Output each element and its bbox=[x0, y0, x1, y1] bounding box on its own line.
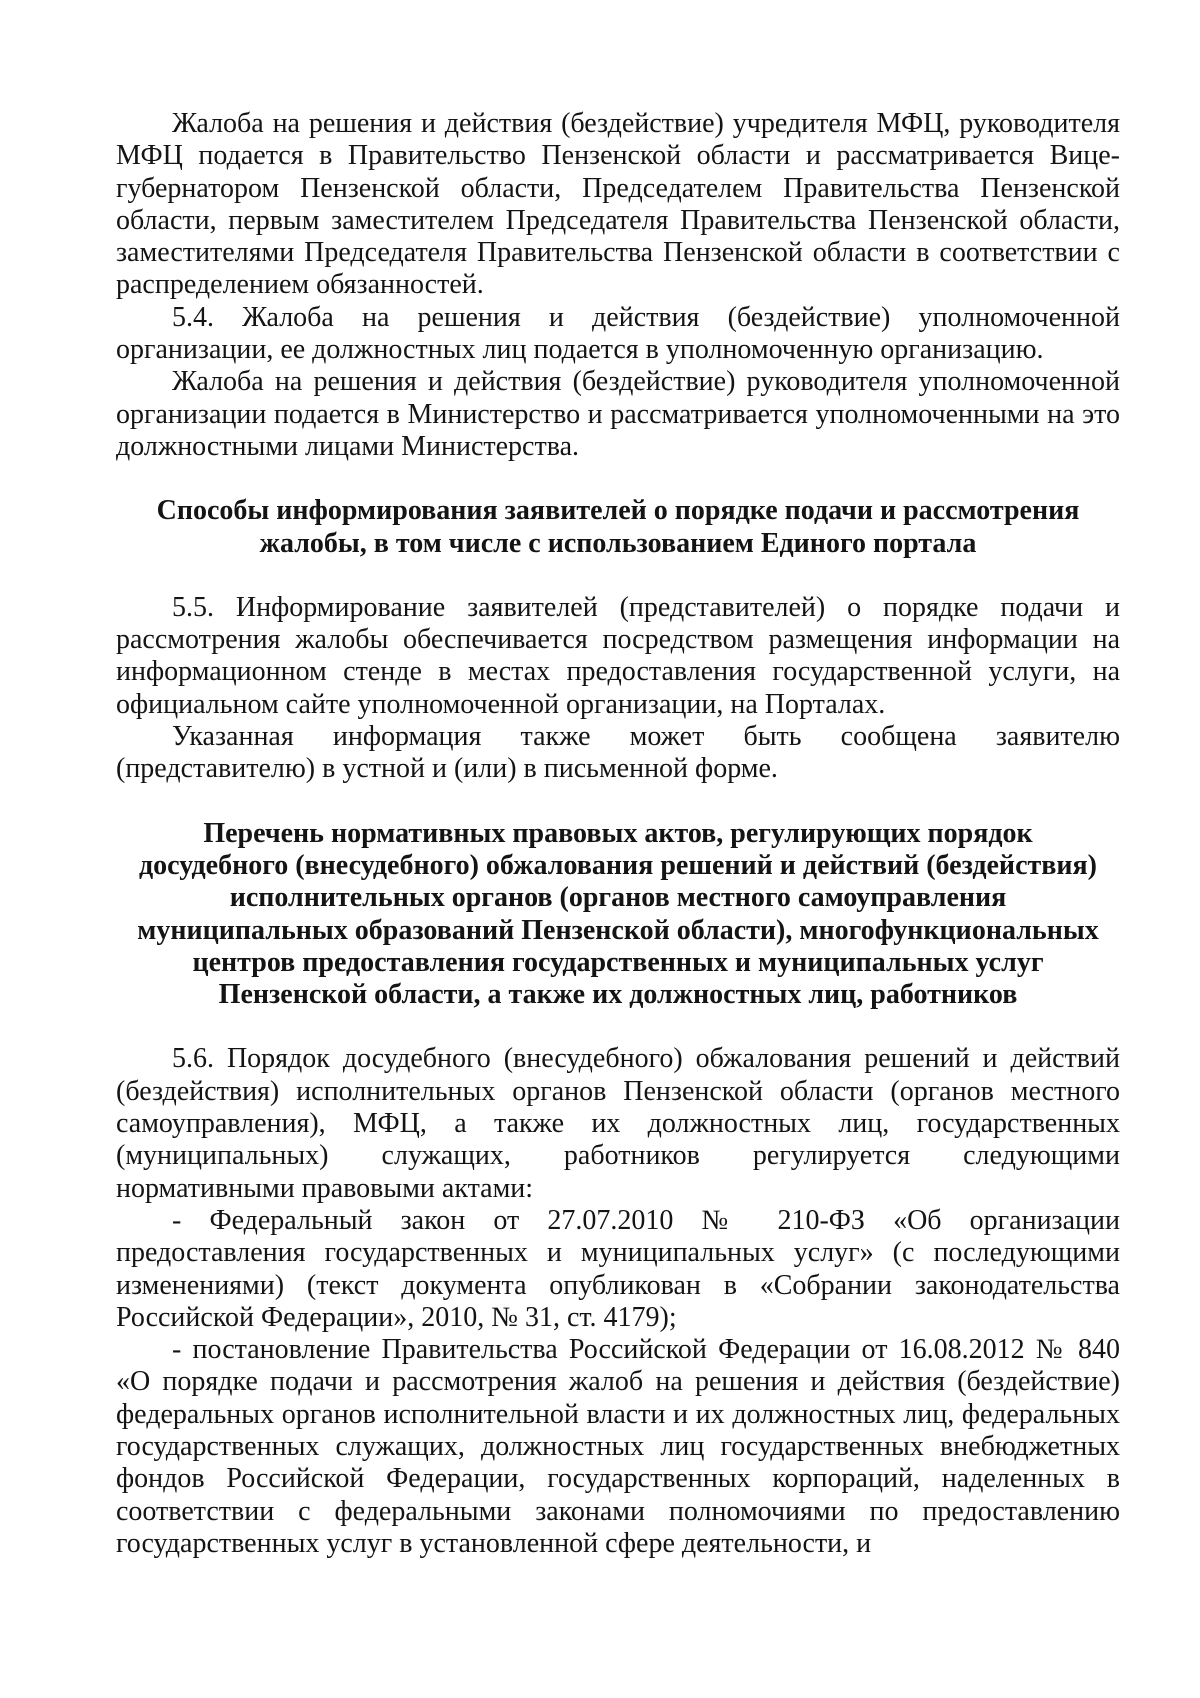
heading-line: досудебного (внесудебного) обжалования решений и действий (бездействия) bbox=[139, 849, 1097, 881]
paragraph-5-6: 5.6. Порядок досудебного (внесудебного) обжалования решений и действий (бездействия) исполнительных органов Пензенской области (органов местного самоуправления), МФЦ, а также их должностных лиц, государственных (муниципальных) служащих, работников регулируется следующими нормативными правовыми актами: bbox=[116, 1043, 1120, 1204]
document-page bbox=[116, 108, 1120, 1560]
paragraph-info-oral-written: Указанная информация также может быть сообщена заявителю (представителю) в устной и (или) в письменной форме. bbox=[116, 721, 1120, 785]
spacer bbox=[116, 560, 1120, 592]
spacer bbox=[116, 463, 1120, 495]
heading-line: Способы информирования заявителей о порядке подачи и рассмотрения bbox=[156, 495, 1080, 527]
heading-line: муниципальных образований Пензенской области), многофункциональных bbox=[137, 914, 1099, 946]
paragraph-complaint-authorized-org-head: Жалоба на решения и действия (бездействие) руководителя уполномоченной организации подается в Министерство и рассматривается уполномоченными на это должностными лицами Министерства. bbox=[116, 366, 1120, 462]
heading-line: Перечень нормативных правовых актов, регулирующих порядок bbox=[203, 817, 1033, 849]
section-heading-informing bbox=[116, 495, 1120, 560]
paragraph-complaint-mfc-founder: Жалоба на решения и действия (бездействие) учредителя МФЦ, руководителя МФЦ подается в Правительство Пензенской области и рассматривается Вице-губернатором Пензенской области, Председателем Правительства Пензенской области, первым заместителем Председателя Правительства Пензенской области, заместителями Председателя Правительства Пензенской области в соответствии с распределением обязанностей. bbox=[116, 108, 1120, 301]
heading-line: исполнительных органов (органов местного самоуправления bbox=[229, 882, 1007, 914]
heading-line: Пензенской области, а также их должностных лиц, работников bbox=[218, 979, 1018, 1011]
list-item-government-decree-840: - постановление Правительства Российской Федерации от 16.08.2012 № 840 «О порядке подачи и рассмотрения жалоб на решения и действия (бездействие) федеральных органов исполнительной власти и их должностных лиц, федеральных государственных служащих, должностных лиц государственных внебюджетных фондов Российской Федерации, государственных корпораций, наделенных в соответствии с федеральными законами полномочиями по предоставлению государственных услуг в установленной сфере деятельности, и bbox=[116, 1334, 1120, 1559]
list-item-federal-law-210: - Федеральный закон от 27.07.2010 № 210-ФЗ «Об организации предоставления государственных и муниципальных услуг» (с последующими изменениями) (текст документа опубликован в «Собрании законодательства Российской Федерации», 2010, № 31, ст. 4179); bbox=[116, 1204, 1120, 1333]
spacer bbox=[116, 786, 1120, 818]
spacer bbox=[116, 1011, 1120, 1043]
paragraph-5-4: 5.4. Жалоба на решения и действия (бездействие) уполномоченной организации, ее должностных лиц подается в уполномоченную организацию. bbox=[116, 301, 1120, 366]
section-heading-legal-acts bbox=[116, 818, 1120, 1012]
paragraph-5-5: 5.5. Информирование заявителей (представителей) о порядке подачи и рассмотрения жалобы обеспечивается посредством размещения информации на информационном стенде в местах предоставления государственной услуги, на официальном сайте уполномоченной организации, на Порталах. bbox=[116, 591, 1120, 720]
heading-line: центров предоставления государственных и муниципальных услуг bbox=[192, 946, 1044, 978]
heading-line: жалобы, в том числе с использованием Единого портала bbox=[259, 527, 977, 559]
